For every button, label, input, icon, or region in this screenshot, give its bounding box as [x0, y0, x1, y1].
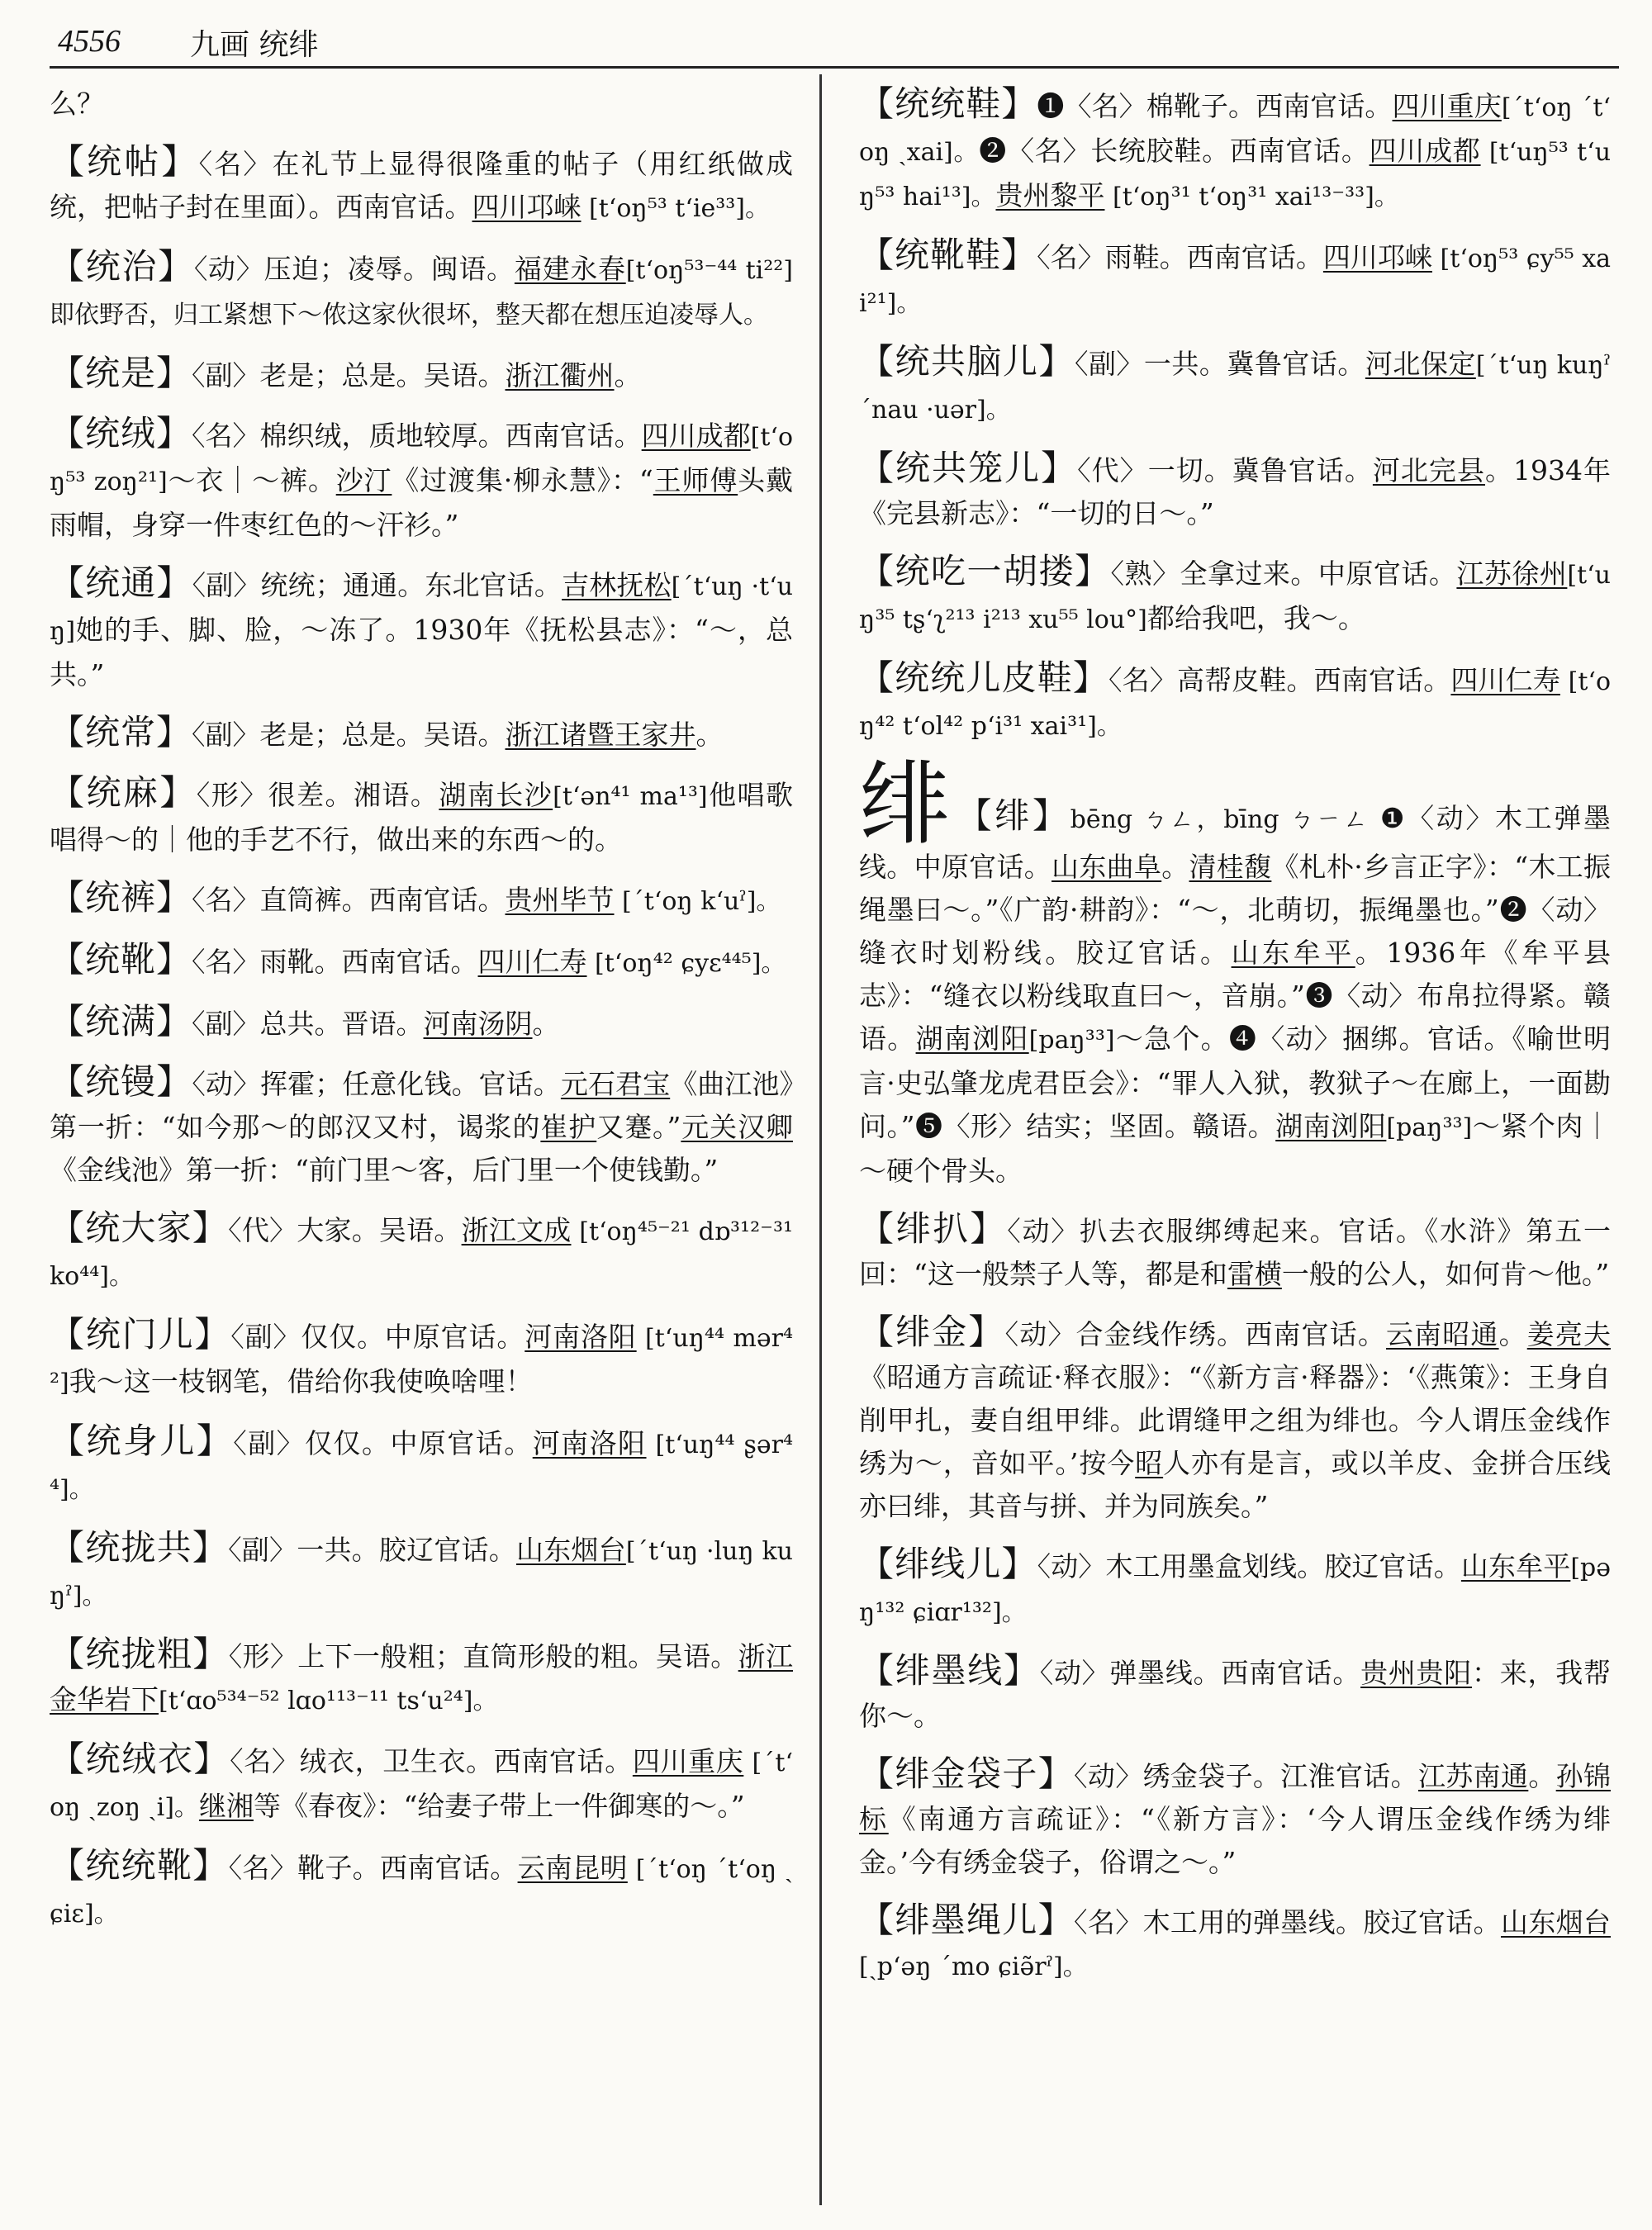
pronunciation: [tʻuŋ⁴⁴ mər⁴²]	[50, 1324, 794, 1397]
place-name: 元关汉卿	[681, 1111, 794, 1143]
place-name: 河南汤阴	[423, 1008, 533, 1040]
entry-text: 〈动〉木工用墨盒划线。胶辽官话。	[1037, 1550, 1461, 1582]
dictionary-entry	[859, 1543, 1611, 1635]
entry-text: 〈名〉直筒裤。西南官话。	[192, 884, 506, 916]
place-name: 贵州贵阳	[1360, 1657, 1473, 1689]
entry-text: 〈名〉雨靴。西南官话。	[192, 946, 478, 978]
entry-text: 他唱歌唱得～的｜他的手艺不行，做出来的东西～的。	[50, 779, 793, 856]
entry-headword: 【绯线儿】	[859, 1544, 1037, 1584]
place-name: 四川邛崃	[1322, 241, 1432, 273]
dictionary-entry	[859, 1311, 1611, 1528]
entry-text: 〈副〉老是；总是。吴语。	[192, 359, 506, 391]
place-name: 浙江诸暨王家井	[505, 719, 696, 751]
entry-headword: 【统满】	[50, 1001, 192, 1041]
entry-text: 〈名〉棉织绒，质地较厚。西南官话。	[192, 420, 642, 452]
dictionary-entry	[859, 1753, 1611, 1884]
entry-headword: 【统通】	[50, 562, 192, 603]
dictionary-entry	[859, 340, 1611, 432]
place-name: 沙汀	[335, 464, 392, 496]
pronunciation: [ˊtʻoŋ ˊtʻoŋ ˏɕiɛ]。	[50, 1855, 793, 1929]
pronunciation: [tʻoŋ⁵³ zoŋ²¹]	[50, 423, 794, 496]
entry-text: 〈形〉很差。湘语。	[196, 779, 439, 811]
place-name: 云南昆明	[517, 1852, 628, 1884]
place-name: 山东牟平	[1231, 937, 1355, 969]
place-name: 湖南长沙	[439, 779, 553, 811]
entry-text: 《过渡集·柳永慧》：“	[392, 464, 653, 496]
entry-text: ❷〈名〉长统胶鞋。西南官话。	[979, 135, 1370, 167]
entry-text: 。	[695, 719, 724, 751]
place-name: 福建永春	[514, 253, 626, 285]
entry-text: 又蹇。”	[596, 1111, 681, 1143]
entry-headword: 【统常】	[50, 712, 192, 752]
entry-text: 〈熟〉全拿过来。中原官话。	[1110, 558, 1457, 590]
place-name: 贵州黎平	[995, 179, 1105, 211]
entry-text: 〈动〉扒去衣服绑缚起来。官话。《水浒》第五一回：“这一般禁子人等，都是和	[859, 1215, 1611, 1290]
dictionary-entry	[50, 1207, 793, 1298]
dictionary-entry	[859, 1208, 1611, 1296]
entry-headword: 【统绒】	[50, 413, 192, 453]
entry-text: 〈名〉在礼节上显得很隆重的帖子（用红纸做成统，把帖子封在里面）。西南官话。	[50, 148, 793, 223]
place-name: 姜亮夫	[1526, 1318, 1611, 1350]
dictionary-entry	[50, 245, 793, 337]
entry-headword: 【统吃一胡搂】	[859, 551, 1111, 591]
entry-headword: 【统裤】	[50, 877, 192, 918]
entry-text: ～急个。❹〈动〉捆绑。官话。《喻世明言·史弘肇龙虎君臣会》：“罪人入狱，教狱子～在廊上，一面勘问。”❺〈形〉结实；坚固。赣语。	[859, 1022, 1612, 1142]
place-name: 元石君宝	[560, 1068, 671, 1100]
entry-text: 都给我吧，我～。	[1146, 602, 1365, 634]
place-name: 孙锦标	[859, 1760, 1612, 1835]
pronunciation: [ˊtʻuŋ kuŋˀ ˊnau ·uər]。	[859, 351, 1612, 425]
dictionary-entry	[50, 876, 793, 923]
entry-text: ～紧个肉｜～硬个骨头。	[859, 1110, 1612, 1187]
place-name: 浙江文成	[461, 1214, 572, 1246]
pronunciation: [ˊtʻuŋ ·luŋ kuŋˀ]。	[50, 1537, 794, 1611]
entry-headword: 【统统儿皮鞋】	[859, 657, 1109, 698]
place-name: 江苏徐州	[1456, 558, 1568, 590]
pronunciation: [tʻuŋ⁴⁴ ʂər⁴⁴]。	[50, 1431, 793, 1504]
entry-text: 〈名〉绒衣，卫生衣。西南官话。	[230, 1745, 633, 1777]
entry-text: ～衣｜～裤。	[167, 464, 336, 496]
page-number: 4556	[58, 24, 121, 59]
entry-text: 〈动〉压迫；凌辱。闽语。	[193, 253, 515, 285]
place-name: 山东曲阜	[1051, 851, 1162, 883]
entry-text: 。	[614, 359, 642, 391]
dictionary-entry	[50, 1000, 793, 1046]
entry-text: 她的手、脚、脸，～冻了。1930年《抚松县志》：“～，总共。”	[50, 614, 793, 690]
pronunciation: [tʻuŋ³⁵ tʂʻʅ²¹³ i²¹³ xu⁵⁵ lou°]	[859, 561, 1612, 634]
place-name: 四川仁寿	[477, 946, 587, 978]
left-column	[50, 83, 793, 1951]
entry-text: 一般的公人，如何肯～他。”	[1281, 1258, 1610, 1290]
entry-headword: 【统是】	[50, 353, 192, 393]
entry-headword: 【统帖】	[50, 141, 199, 182]
entry-headword: 【统镘】	[50, 1061, 192, 1102]
pronunciation: [tʻoŋ⁵³ ɕy⁵⁵ xai²¹]。	[859, 244, 1612, 318]
pronunciation: [tʻoŋ⁴⁵⁻²¹ dɒ³¹²⁻³¹ ko⁴⁴]。	[50, 1217, 793, 1291]
entry-text: 即依野否，归工紧想下～侬这家伙很坏，整天都在想压迫凌辱人。	[50, 301, 768, 330]
entry-text: 〈名〉靴子。西南官话。	[228, 1852, 518, 1884]
entry-text: 〈副〉总共。晋语。	[192, 1008, 424, 1040]
place-name: 山东烟台	[1500, 1906, 1612, 1938]
place-name: 云南昭通	[1386, 1318, 1499, 1350]
dictionary-entry	[50, 1633, 793, 1723]
entry-text: 么？	[50, 88, 104, 120]
place-name: 河北保定	[1365, 348, 1476, 380]
entry-text: 《南通方言疏证》：“《新方言》：‘今人谓压金线作绣为绯金。’今有绣金袋子，俗谓之～。”	[859, 1803, 1611, 1878]
place-name: 四川成都	[1369, 135, 1481, 167]
entry-headword: 【绯金袋子】	[859, 1753, 1075, 1794]
place-name: 吉林抚松	[562, 569, 672, 601]
dictionary-entry	[859, 550, 1611, 642]
entry-text: 《金线池》第一折：“前门里～客，后门里一个使钱勤。”	[50, 1154, 719, 1186]
dictionary-entry	[50, 1060, 793, 1192]
entry-text: 头戴雨帽，身穿一件枣红色的～汗衫。”	[50, 464, 794, 541]
entry-text: 〈动〉挥霍；任意化钱。官话。	[192, 1068, 561, 1100]
entry-headword: 【统麻】	[50, 772, 197, 813]
place-name: 崔护	[540, 1111, 597, 1143]
entry-text: 〈副〉统统；通通。东北官话。	[192, 569, 563, 601]
dictionary-entry	[859, 447, 1611, 535]
pronunciation: [ˊtʻoŋ kʻuˀ]。	[614, 887, 781, 916]
place-name: 湖南浏阳	[915, 1022, 1029, 1055]
pronunciation: [ˏpʻəŋ ˊmo ɕiə̃rˀ]。	[859, 1952, 1088, 1981]
place-name: 继湘	[198, 1790, 254, 1822]
entry-text: 〈代〉大家。吴语。	[228, 1214, 462, 1246]
dictionary-entry	[859, 1899, 1611, 1989]
entry-text: 。1934年《完县新志》：“一切的日～。”	[859, 454, 1612, 529]
place-name: 四川仁寿	[1450, 664, 1560, 696]
entry-text: 《曲江池》第一折：“如今那～的郎汉又村，谒浆的	[50, 1068, 794, 1143]
entry-headword: 【绯扒】	[859, 1208, 1008, 1249]
page-header	[50, 17, 1619, 69]
dictionary-entry	[50, 83, 793, 126]
entry-headword: 【统身儿】	[50, 1421, 234, 1461]
entry-text: ❶〈动〉木工弹墨线。中原官话。	[859, 802, 1611, 883]
place-name: 河北完县	[1372, 454, 1485, 486]
entry-headword: 【统绒衣】	[50, 1739, 230, 1779]
place-name: 山东牟平	[1460, 1550, 1571, 1582]
entry-headword: 【绯墨绳儿】	[859, 1900, 1075, 1940]
dictionary-entry	[50, 140, 793, 230]
entry-text: 〈动〉弹墨线。西南官话。	[1039, 1657, 1361, 1689]
pronunciation: [tʻoŋ⁴² tʻol⁴² pʻi³¹ xai³¹]。	[859, 667, 1612, 741]
place-name: 河南洛阳	[525, 1321, 637, 1353]
entry-headword: 【统靴鞋】	[859, 235, 1037, 275]
entry-headword: 【绯】	[957, 795, 1070, 836]
pronunciation: [tʻoŋ⁴² ɕyɛ⁴⁴⁵]。	[586, 949, 786, 978]
dictionary-entry	[50, 1420, 793, 1511]
pronunciation: [tʻɑo⁵³⁴⁻⁵² lɑo¹¹³⁻¹¹ tsʻu²⁴]。	[159, 1687, 498, 1715]
pronunciation: [ˊtʻoŋ ˏzoŋ ˏi]。	[50, 1748, 793, 1822]
place-name: 湖南浏阳	[1275, 1110, 1387, 1142]
entry-text: 〈副〉仅仅。中原官话。	[233, 1427, 533, 1459]
entry-text: ❶〈名〉棉靴子。西南官话。	[1037, 90, 1393, 122]
place-name: 浙江衢州	[505, 359, 615, 391]
entry-text: 〈副〉一共。胶辽官话。	[228, 1534, 516, 1566]
pronunciation: [paŋ³³]	[1028, 1026, 1115, 1055]
dictionary-entry	[50, 938, 793, 985]
entry-text: 〈名〉雨鞋。西南官话。	[1037, 241, 1323, 273]
dictionary-entry	[859, 234, 1611, 325]
place-name: 河南洛阳	[532, 1427, 647, 1459]
entry-text: ：来，我帮你～。	[859, 1657, 1612, 1732]
place-name: 四川重庆	[632, 1745, 744, 1777]
pronunciation: [tʻoŋ³¹ tʻoŋ³¹ xai¹³⁻³³]。	[1104, 183, 1399, 211]
place-name: 江苏南通	[1417, 1760, 1529, 1792]
pronunciation: [tʻən⁴¹ ma¹³]	[553, 782, 708, 811]
entry-text: 《昭通方言疏证·释衣服》：“《新方言·释器》：‘《燕策》：王身自削甲扎，妻自组甲绯。此谓缝甲之组为绯也。今人谓压金线作绣为～，音如平。’按今	[859, 1361, 1611, 1479]
place-name: 贵州毕节	[505, 884, 615, 916]
entry-headword: 【统靴】	[50, 939, 192, 980]
place-name: 雷横	[1227, 1258, 1282, 1290]
entry-headword: 【统治】	[50, 246, 194, 287]
entry-text: 〈副〉老是；总是。吴语。	[192, 719, 506, 751]
entry-text: 〈副〉仅仅。中原官话。	[230, 1321, 525, 1353]
place-name: 王师傅	[653, 464, 738, 496]
entry-headword: 【统统靴】	[50, 1845, 229, 1886]
entry-text: 〈形〉上下一般粗；直筒形般的粗。吴语。	[228, 1640, 738, 1672]
dictionary-entry	[859, 657, 1611, 748]
entry-headword: 【绯墨线】	[859, 1650, 1040, 1691]
pronunciation: [pəŋ¹³² ɕiɑr¹³²]。	[859, 1554, 1612, 1627]
pronunciation: [ˊtʻoŋ ˊtʻoŋ ˏxai]。	[859, 93, 1612, 167]
entry-text: 。1936年《牟平县志》：“缝衣以粉线取直曰～，音崩。”❸〈动〉布帛拉得紧。赣语。	[859, 937, 1612, 1055]
dictionary-entry	[50, 711, 793, 757]
entry-text: 。	[1161, 851, 1189, 883]
place-name: 四川重庆	[1392, 90, 1502, 122]
place-name: 清桂馥	[1189, 851, 1272, 883]
entry-text: 〈副〉一共。冀鲁官话。	[1074, 348, 1365, 380]
entry-text: 〈名〉木工用的弹墨线。胶辽官话。	[1074, 1906, 1501, 1938]
dictionary-entry	[50, 412, 793, 547]
dictionary-entry	[50, 1844, 793, 1936]
entry-text: 。	[532, 1008, 560, 1040]
dictionary-entry	[859, 1649, 1611, 1738]
entry-text: 〈动〉合金线作绣。西南官话。	[1004, 1318, 1387, 1350]
dictionary-entry	[50, 771, 793, 861]
entry-headword: 【统拢共】	[50, 1527, 229, 1568]
entry-character: 绯	[859, 752, 952, 857]
dictionary-entry	[50, 1313, 793, 1405]
entry-text: 〈代〉一切。冀鲁官话。	[1077, 454, 1373, 486]
pronunciation: [ˊtʻuŋ ·tʻuŋ]	[50, 572, 794, 646]
right-column	[859, 83, 1611, 2004]
entry-text: 。	[1528, 1760, 1556, 1792]
entry-text: 人亦有是言，或以羊皮、金拼合压线亦曰绯，其音与拼、并为同族矣。”	[859, 1447, 1612, 1522]
pronunciation: [tʻuŋ⁵³ tʻuŋ⁵³ hai¹³]。	[859, 138, 1612, 211]
pronunciation: bēng ㄅㄥ，bīng ㄅㄧㄥ	[1070, 805, 1380, 834]
dictionary-entry	[859, 83, 1611, 219]
dictionary-entry	[50, 562, 793, 696]
dictionary-entry	[50, 352, 793, 397]
entry-headword: 【统拢粗】	[50, 1634, 229, 1674]
entry-headword: 【绯金】	[859, 1312, 1005, 1352]
entry-text: 《札朴·乡言正字》：“木工振绳墨曰～。”《广韵·耕韵》：“～，北萌切，振绳墨也。”❷〈动〉缝衣时划粉线。胶辽官话。	[859, 851, 1612, 969]
section-title: 九画 统绯	[190, 28, 319, 62]
place-name: 山东烟台	[515, 1534, 626, 1566]
entry-text: 等《春夜》：“给妻子带上一件御寒的～。”	[253, 1790, 745, 1822]
entry-text: 〈名〉高帮皮鞋。西南官话。	[1108, 664, 1451, 696]
place-name: 四川邛崃	[472, 191, 582, 223]
pronunciation: [tʻoŋ⁵³⁻⁴⁴ ti²²]	[625, 256, 793, 285]
pronunciation: [paŋ³³]	[1386, 1113, 1473, 1142]
entry-headword: 【统大家】	[50, 1208, 229, 1248]
entry-text: 我～这一枝钢笔，借给你我使唤啥哩！	[69, 1365, 533, 1397]
place-name: 四川成都	[641, 420, 751, 452]
place-name: 昭	[1135, 1447, 1164, 1479]
entry-text: 。	[1498, 1318, 1527, 1350]
dictionary-entry	[50, 1738, 793, 1829]
entry-text: 〈动〉绣金袋子。江淮官话。	[1074, 1760, 1418, 1792]
place-name: 浙江金华岩下	[50, 1640, 793, 1715]
pronunciation: [tʻoŋ⁵³ tʻie³³]。	[581, 194, 771, 223]
dictionary-entry	[859, 752, 1612, 1193]
entry-headword: 【统共脑儿】	[859, 341, 1075, 382]
dictionary-entry	[50, 1526, 793, 1618]
entry-headword: 【统共笼儿】	[859, 448, 1078, 488]
entry-headword: 【统门儿】	[50, 1314, 231, 1355]
entry-headword: 【统统鞋】	[859, 83, 1037, 124]
column-divider	[819, 74, 822, 2205]
